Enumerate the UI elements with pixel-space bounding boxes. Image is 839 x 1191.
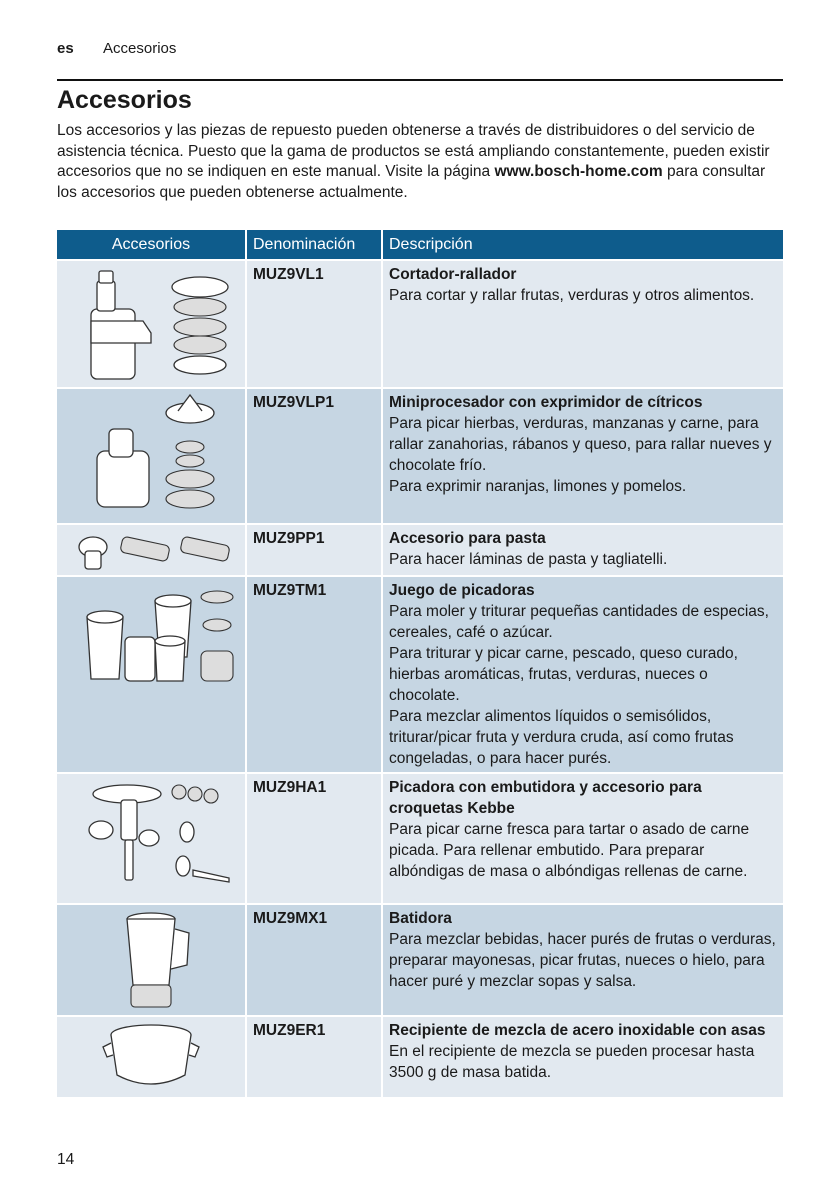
row-image	[57, 1015, 245, 1097]
row-image	[57, 772, 245, 903]
description-cell	[381, 903, 783, 1015]
page-title: Accesorios	[57, 86, 192, 114]
language-code: es	[57, 40, 74, 57]
description-title: Picadora con embutidora y accesorio para croquetas Kebbe	[389, 779, 702, 817]
table-header-row	[57, 230, 783, 259]
model-code: MUZ9VLP1	[245, 387, 381, 523]
model-code: MUZ9HA1	[245, 772, 381, 903]
description-line: Para hacer láminas de pasta y tagliatelli.	[389, 551, 668, 568]
model-code: MUZ9VL1	[245, 259, 381, 387]
table-row	[57, 387, 783, 523]
blender-illustration	[57, 905, 245, 1015]
accessories-table	[57, 230, 783, 1097]
description-cell	[381, 772, 783, 903]
table-row	[57, 1015, 783, 1097]
meat-mincer-illustration	[57, 774, 245, 903]
table-row	[57, 523, 783, 575]
header-rule	[57, 79, 783, 81]
description-cell	[381, 575, 783, 772]
row-image	[57, 259, 245, 387]
running-header	[57, 40, 176, 57]
intro-text: Los accesorios y las piezas de repuesto pueden obtenerse a través de distribuidores o del servicio de asistencia técnica. Puesto que la gama de productos se está ampliando constantemente, pueden existir accesorios que no se indiquen en este manual. Visite la página	[57, 122, 770, 180]
table-row	[57, 903, 783, 1015]
description-line: Para moler y triturar pequeñas cantidades de especias, cereales, café o azúcar.	[389, 603, 769, 641]
description-line: En el recipiente de mezcla se pueden procesar hasta 3500 g de masa batida.	[389, 1043, 755, 1081]
model-code: MUZ9PP1	[245, 523, 381, 575]
page-number: 14	[57, 1151, 75, 1168]
table-row	[57, 259, 783, 387]
mini-processor-illustration	[57, 389, 245, 523]
pasta-attachment-illustration	[57, 525, 245, 575]
description-title: Recipiente de mezcla de acero inoxidable con asas	[389, 1022, 766, 1039]
website-link[interactable]: www.bosch-home.com	[494, 163, 663, 180]
description-cell	[381, 523, 783, 575]
table-row	[57, 772, 783, 903]
row-image	[57, 523, 245, 575]
description-line: Para triturar y picar carne, pescado, queso curado, hierbas aromáticas, frutas, verduras, nueces o chocolate.	[389, 645, 738, 704]
intro-paragraph	[57, 121, 777, 203]
description-cell	[381, 387, 783, 523]
row-image	[57, 903, 245, 1015]
description-line: Para picar hierbas, verduras, manzanas y carne, para rallar zanahorias, rábanos y queso, para rallar nueves y chocolate frío.	[389, 415, 772, 474]
mixing-bowl-illustration	[57, 1017, 245, 1097]
section-name: Accesorios	[103, 40, 177, 57]
col-header-description: Descripción	[381, 230, 783, 259]
description-line: Para exprimir naranjas, limones y pomelos.	[389, 478, 687, 495]
description-cell	[381, 259, 783, 387]
description-title: Juego de picadoras	[389, 582, 535, 599]
description-title: Miniprocesador con exprimidor de cítricos	[389, 394, 703, 411]
description-title: Cortador-rallador	[389, 266, 517, 283]
table-row	[57, 575, 783, 772]
col-header-accessories: Accesorios	[57, 230, 245, 259]
description-line: Para cortar y rallar frutas, verduras y otros alimentos.	[389, 287, 755, 304]
col-header-name: Denominación	[245, 230, 381, 259]
row-image	[57, 387, 245, 523]
description-title: Accesorio para pasta	[389, 530, 546, 547]
description-cell	[381, 1015, 783, 1097]
model-code: MUZ9TM1	[245, 575, 381, 772]
description-title: Batidora	[389, 910, 452, 927]
slicer-shredder-illustration	[57, 261, 245, 387]
model-code: MUZ9ER1	[245, 1015, 381, 1097]
chopper-set-illustration	[57, 577, 245, 769]
description-line: Para picar carne fresca para tartar o asado de carne picada. Para rellenar embutido. Para preparar albóndigas de masa o albóndigas rellenas de carne.	[389, 821, 750, 880]
intro-text-end: para consultar los accesorios que pueden obtenerse actualmente.	[57, 163, 766, 201]
description-line: Para mezclar bebidas, hacer purés de frutas o verduras, preparar mayonesas, picar frutas, nueces o hielo, para hacer puré y mezclar sopas y salsa.	[389, 931, 776, 990]
description-line: Para mezclar alimentos líquidos o semisólidos, triturar/picar fruta y verdura cruda, así como frutas congeladas, o para hacer purés.	[389, 708, 734, 767]
model-code: MUZ9MX1	[245, 903, 381, 1015]
row-image	[57, 575, 245, 772]
